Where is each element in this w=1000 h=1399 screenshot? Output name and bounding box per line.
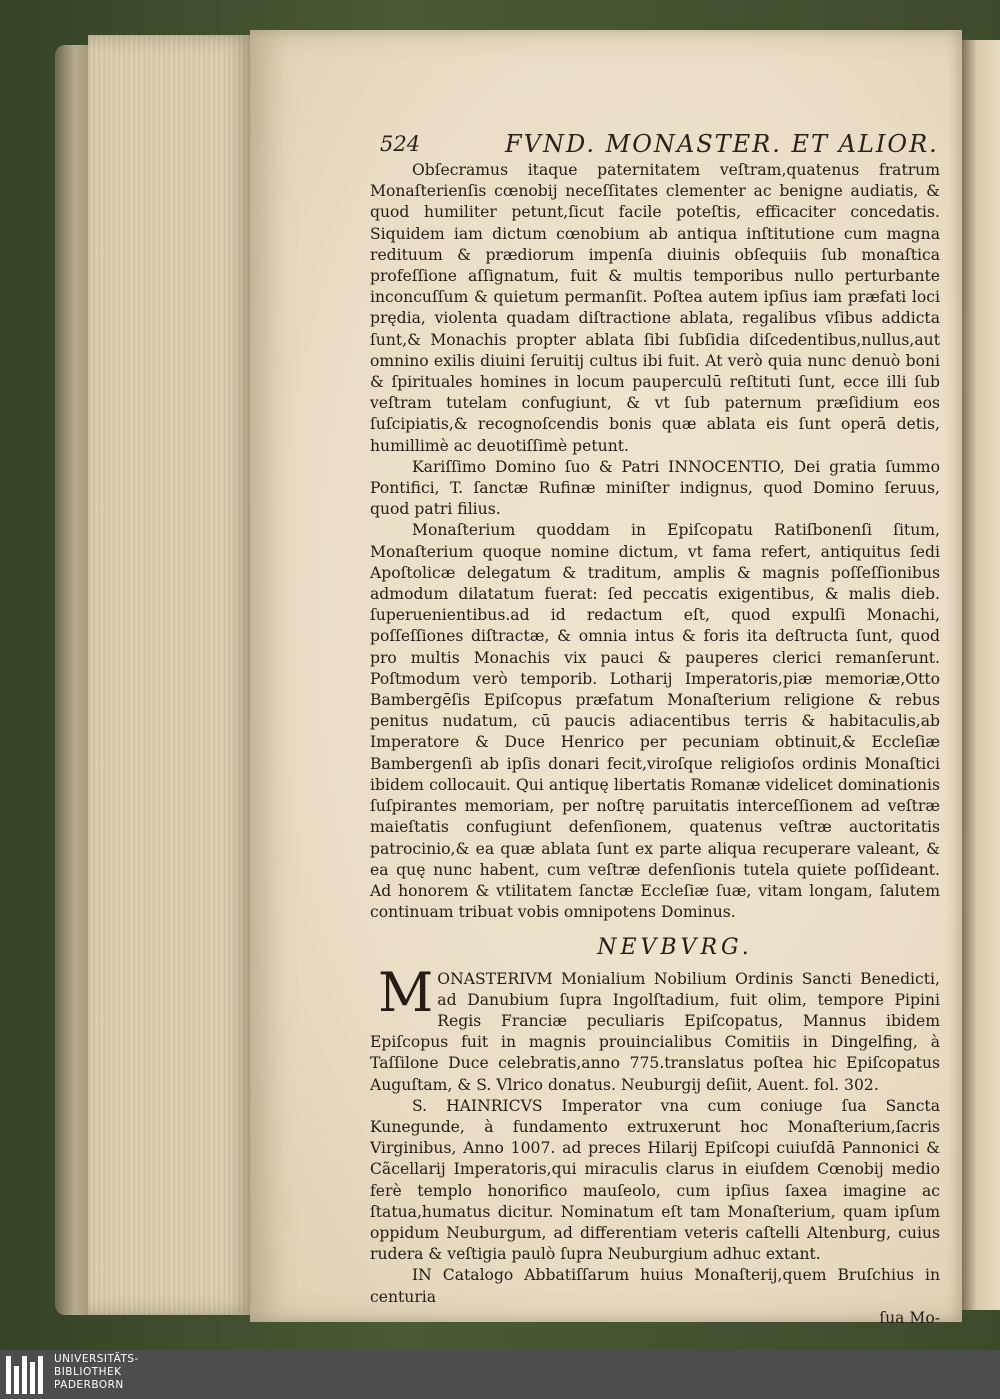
library-footer <box>0 1350 1000 1399</box>
facing-page-edge <box>962 40 1000 1310</box>
book-fore-edge <box>88 35 253 1315</box>
section-paragraph-1-text: ONASTERIVM Monialium Nobilium Ordinis Sancti Benedicti, ad Danubium ſupra Ingolſtadium, fuit olim, tempore Pipini Regis Franciæ peculiaris Epiſcopatus, Mannus ibidem Epiſcopus fuit in magnis prouincialibus Comitiis in Dingelfing, à Taſſilone Duce celebratis,anno 775.translatus poſtea hic Epiſcopatus Auguſtam, & S. Vlrico donatus. Neuburgij deſiit, Auent. fol. 302. <box>370 969 940 1094</box>
page-number: 524 <box>380 132 421 156</box>
page-header <box>380 130 940 164</box>
section-paragraph-2: S. HAINRICVS Imperator vna cum coniuge ſua Sancta Kunegunde, à fundamento extruxerunt hoc Monaſterium,ſacris Virginibus, Anno 1007. ad preces Hilarij Epiſcopi cuiuſdā Pannonici & Cãcellarij Imperatoris,qui miraculis clarus in eiuſdem Cœnobij medio ferè templo honorifico mauſeolo, cum ipſius ſaxea imagine ac ſtatua,humatus dicitur. Nominatum eſt tam Monaſterium, quam ipſum oppidum Neuburgum, ad differentiam veteris caſtelli Altenburg, cuius rudera & veſtigia paulò ſupra Neuburgium adhuc extant. <box>370 1096 940 1264</box>
paragraph-3: Monaſterium quoddam in Epiſcopatu Ratiſbonenſi ſitum, Monaſterium quoque nomine dictum, vt fama refert, antiquitus ſedi Apoſtolicæ delegatum & traditum, amplis & magnis poſſeſſionibus admodum dilatatum fuerat: ſed peccatis exigentibus, & malis dieb. ſuperuenientibus.ad id redactum eſt, quod expulſi Monachi, poſſeſſiones diſtractæ, & omnia intus & foris ita deſtructa ſunt, quod pro multis Monachis vix pauci & pauperes clerici remanſerunt. Poſtmodum verò temporib. Lotharij Imperatoris,piæ memoriæ,Otto Bambergēſis Epiſcopus præfatum Monaſterium religione & rebus penitus nudatum, cū paucis adiacentibus terris & habitaculis,ab Imperatore & Duce Henrico per pecuniam obtinuit,& Eccleſiæ Bambergenſi ab ipſis donari fecit,viroſque religioſos ordinis Monaſtici ibidem collocauit. Qui antiquę libertatis Romanæ videlicet dominationis ſuſpirantes memoriam, per noſtrę paruitatis interceſſionem ad veſtræ maieſtatis confugiunt defenſionem, quatenus veſtræ auctoritatis patrocinio,& ea quæ ablata ſunt ex parte aliqua recuperare valeant, & ea quę nunc habent, cum veſtræ defenſionis tutela quiete poſſideant. Ad honorem & vtilitatem ſanctæ Eccleſiæ ſuæ, vitam longam, ſalutem continuam tribuat vobis omnipotens Dominus. <box>370 521 940 922</box>
section-paragraph-3: IN Catalogo Abbatiſſarum huius Monaſterij,quem Bruſchius in centuria <box>370 1266 940 1306</box>
paragraph-2: Kariſſimo Domino ſuo & Patri INNOCENTIO, Dei gratia ſummo Pontifici, T. ſanctæ Rufinæ miniſter indignus, quod Domino ſeruus, quod patri filius. <box>370 457 940 519</box>
section-heading: NEVBVRG. <box>597 935 753 961</box>
drop-cap: M <box>378 960 434 1024</box>
main-text <box>370 160 940 1329</box>
section-paragraph-1 <box>370 960 940 1096</box>
library-name-line-2: BIBLIOTHEK <box>54 1366 122 1378</box>
library-name-line-1: UNIVERSITÄTS- <box>54 1353 139 1365</box>
catchword-line: ſua Mo- <box>879 1308 940 1327</box>
paragraph-1: Obſecramus itaque paternitatem veſtram,quatenus fratrum Monaſterienſis cœnobij neceſſitates clementer ac benigne audiatis, & quod humiliter petunt,ſicut facile poteſtis, efficaciter concedatis. Siquidem iam dictum cœnobium ab antiqua inſtitutione cum magna redituum & prædiorum impenſa diuinis obſequiis ſub monaſtica profeſſione aſſignatum, fuit & multis temporibus nullo perturbante inconcuſſum & quietum permanſit. Poſtea autem ipſius iam præfati loci prędia, violenta quadam diſtractione ablata, regalibus vſibus addicta ſunt,& Monachis propter ablata ſibi ſubſidia diſcedentibus,nullus,aut omnino exilis diuini ſeruitij cultus ibi fuit. At verò quia nunc denuò boni & ſpirituales homines in locum pauperculū reſtituti ſunt, ecce illi ſub veſtram tutelam confugiunt, & vt ſub paternum præſidium eos ſuſcipiatis,& recognoſcendis bonis quæ ablata eis ſunt operā detis, humillimè ac deuotiſſimè petunt. <box>370 161 940 455</box>
library-name <box>54 1353 139 1392</box>
library-name-line-3: PADERBORN <box>54 1379 124 1391</box>
running-title: FVND. MONASTER. ET ALIOR. <box>505 130 939 158</box>
library-logo-icon <box>6 1356 50 1394</box>
